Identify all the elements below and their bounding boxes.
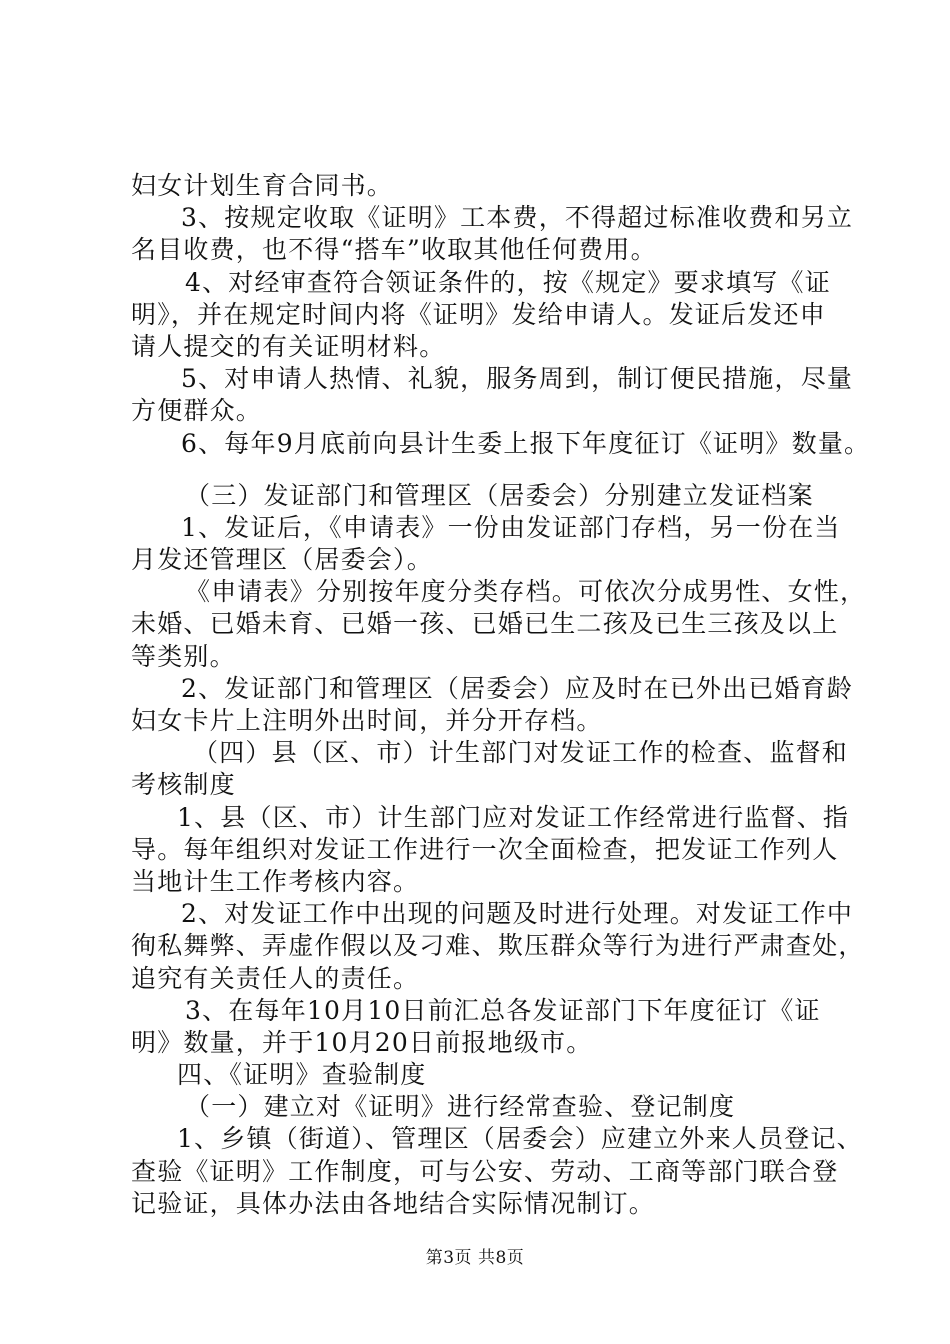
text-line: 名目收费，也不得“搭车”收取其他任何费用。 (131, 235, 657, 265)
section-heading: （一）建立对《证明》进行经常查验、登记制度 (185, 1092, 736, 1122)
text-line: 6、每年9月底前向县计生委上报下年度征订《证明》数量。 (181, 428, 871, 458)
text-line: 徇私舞弊、弄虚作假以及刁难、欺压群众等行为进行严肃查处， (131, 931, 865, 961)
text-line: 1、县（区、市）计生部门应对发证工作经常进行监督、指 (177, 802, 850, 832)
text-line: 妇女卡片上注明外出时间，并分开存档。 (131, 706, 603, 735)
text-line: 5、对申请人热情、礼貌，服务周到，制订便民措施，尽量 (181, 364, 854, 394)
paragraph-gap (131, 460, 843, 480)
text-line: 2、对发证工作中出现的问题及时进行处理。对发证工作中 (181, 899, 854, 929)
text-line: 月发还管理区（居委会）。 (131, 545, 433, 575)
text-line: 方便群众。 (131, 396, 263, 426)
text-line: 等类别。 (131, 641, 236, 671)
text-line: 2、发证部门和管理区（居委会）应及时在已外出已婚育龄 (181, 673, 854, 703)
text-line: 《申请表》分别按年度分类存档。可依次分成男性、女性， (185, 577, 867, 607)
text-line: 当地计生工作考核内容。 (131, 866, 420, 896)
text-line: 追究有关责任人的责任。 (131, 963, 420, 993)
document-body (131, 170, 871, 1220)
page-number-footer: 第3页 共8页 (425, 1248, 525, 1268)
text-line: 妇女计划生育合同书。 (131, 171, 394, 200)
section-heading: （三）发证部门和管理区（居委会）分别建立发证档案 (185, 480, 814, 510)
text-line: 3、按规定收取《证明》工本费，不得超过标准收费和另立 (181, 203, 854, 233)
text-line: 未婚、已婚未育、已婚一孩、已婚已生二孩及已生三孩及以上 (131, 609, 839, 639)
section-heading: （四）县（区、市）计生部门对发证工作的检查、监督和 (193, 738, 849, 768)
text-line: 4、对经审查符合领证条件的，按《规定》要求填写《证 (185, 267, 831, 297)
text-line: 请人提交的有关证明材料。 (131, 331, 446, 361)
text-line: 记验证，具体办法由各地结合实际情况制订。 (131, 1188, 656, 1218)
text-line: 明》，并在规定时间内将《证明》发给申请人。发证后发还申 (131, 299, 826, 329)
text-line: 导。每年组织对发证工作进行一次全面检查，把发证工作列人 (131, 834, 839, 864)
text-line: 3、在每年10月10日前汇总各发证部门下年度征订《证 (185, 995, 821, 1025)
section-heading: 四、《证明》查验制度 (177, 1060, 427, 1090)
text-line: 查验《证明》工作制度，可与公安、劳动、工商等部门联合登 (131, 1156, 839, 1186)
text-line: 1、乡镇（街道）、管理区（居委会）应建立外来人员登记、 (177, 1124, 863, 1154)
section-heading: 考核制度 (131, 770, 236, 800)
text-line: 1、发证后，《申请表》一份由发证部门存档，另一份在当 (181, 512, 841, 542)
text-line: 明》数量，并于10月20日前报地级市。 (131, 1027, 593, 1057)
